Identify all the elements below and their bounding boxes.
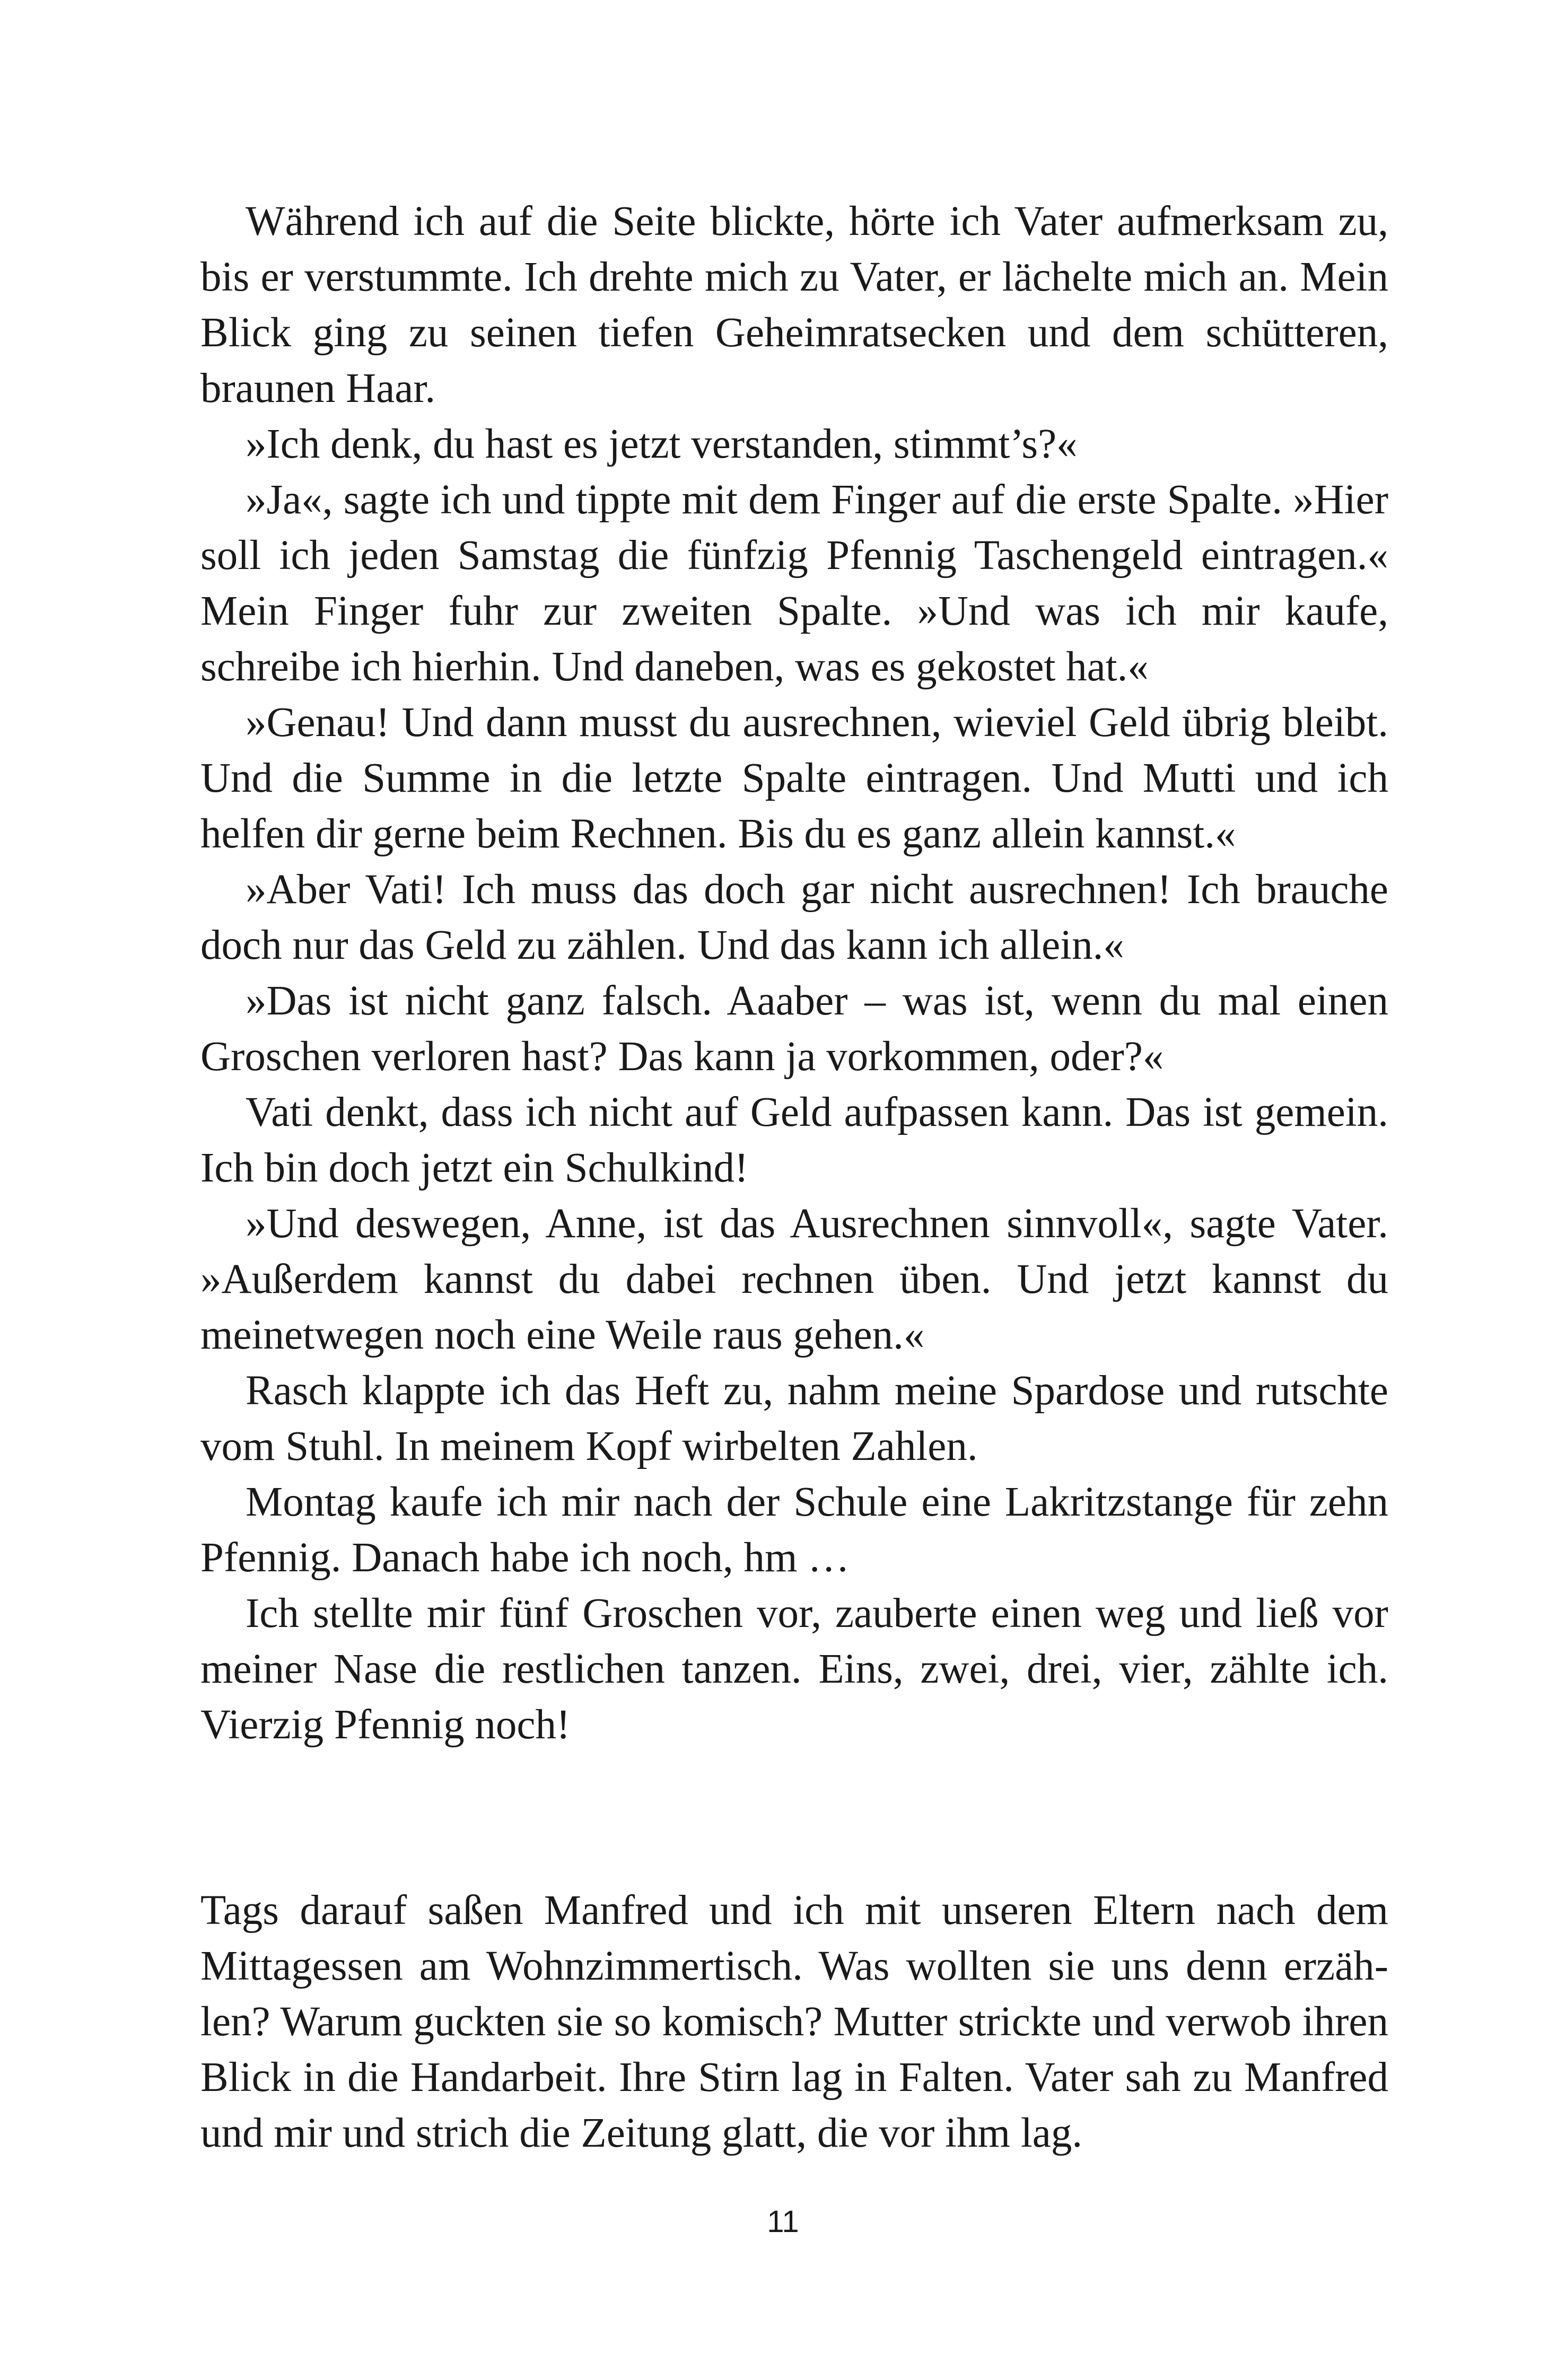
- page-number: 11: [767, 2204, 799, 2239]
- paragraph: »Und deswegen, Anne, ist das Ausrechnen sinnvoll«, sagte Vater. »Außerdem kannst du dabei rechnen üben. Und jetzt kannst du meinetwegen noch eine Weile raus gehen.«: [200, 1201, 1388, 1358]
- paragraph: »Aber Vati! Ich muss das doch gar nicht ausrechnen! Ich brauche doch nur das Geld zu zählen. Und das kann ich allein.«: [200, 867, 1388, 968]
- paragraph: »Ja«, sagte ich und tippte mit dem Finger auf die erste Spalte. »Hier soll ich jeden Samstag die fünfzig Pfennig Taschengeld eintragen.« Mein Finger fuhr zur zweiten Spalte. »Und was ich mir kaufe, schreibe ich hierhin. Und daneben, was es gekostet hat.«: [200, 477, 1388, 690]
- paragraph: Während ich auf die Seite blickte, hörte ich Vater aufmerksam zu, bis er verstummte. Ich drehte mich zu Vater, er lächelte mich an. Mein Blick ging zu seinen tiefen Geheimratsecken und dem schütteren, braunen Haar.: [200, 198, 1388, 412]
- paragraph: Vati denkt, dass ich nicht auf Geld aufpassen kann. Das ist gemein. Ich bin doch jetzt ein Schulkind!: [200, 1089, 1388, 1191]
- paragraph: Rasch klappte ich das Heft zu, nahm meine Spardose und rutschte vom Stuhl. In meinem Kopf wirbelten Zahlen.: [200, 1368, 1388, 1469]
- section-2-text: [200, 1883, 1388, 2161]
- paragraph: Montag kaufe ich mir nach der Schule eine Lakritzstange für zehn Pfennig. Danach habe ich noch, hm …: [200, 1479, 1388, 1581]
- section-1-text: [200, 194, 1388, 1753]
- paragraph: »Genau! Und dann musst du ausrechnen, wieviel Geld übrig bleibt. Und die Summe in die letzte Spalte eintragen. Und Mutti und ich helfen dir gerne beim Rechnen. Bis du es ganz allein kannst.«: [200, 699, 1388, 857]
- paragraph: »Das ist nicht ganz falsch. Aaaber – was ist, wenn du mal einen Groschen verloren hast? Das kann ja vorkommen, oder?«: [200, 978, 1388, 1080]
- paragraph: Ich stellte mir fünf Groschen vor, zauberte einen weg und ließ vor meiner Nase die restlichen tanzen. Eins, zwei, drei, vier, zählte ich. Vierzig Pfennig noch!: [200, 1590, 1388, 1748]
- paragraph: »Ich denk, du hast es jetzt verstanden, stimmt’s?«: [246, 421, 1078, 467]
- paragraph: Tags darauf saßen Manfred und ich mit unseren Eltern nach dem Mittagessen am Wohnzimmertisch. Was wollten sie uns denn erzählen? Warum guckten sie so komisch? Mutter strickte und verwob ihren Blick in die Handarbeit. Ihre Stirn lag in Falten. Vater sah zu Manfred und mir und strich die Zeitung glatt, die vor ihm lag.: [200, 1887, 1388, 2156]
